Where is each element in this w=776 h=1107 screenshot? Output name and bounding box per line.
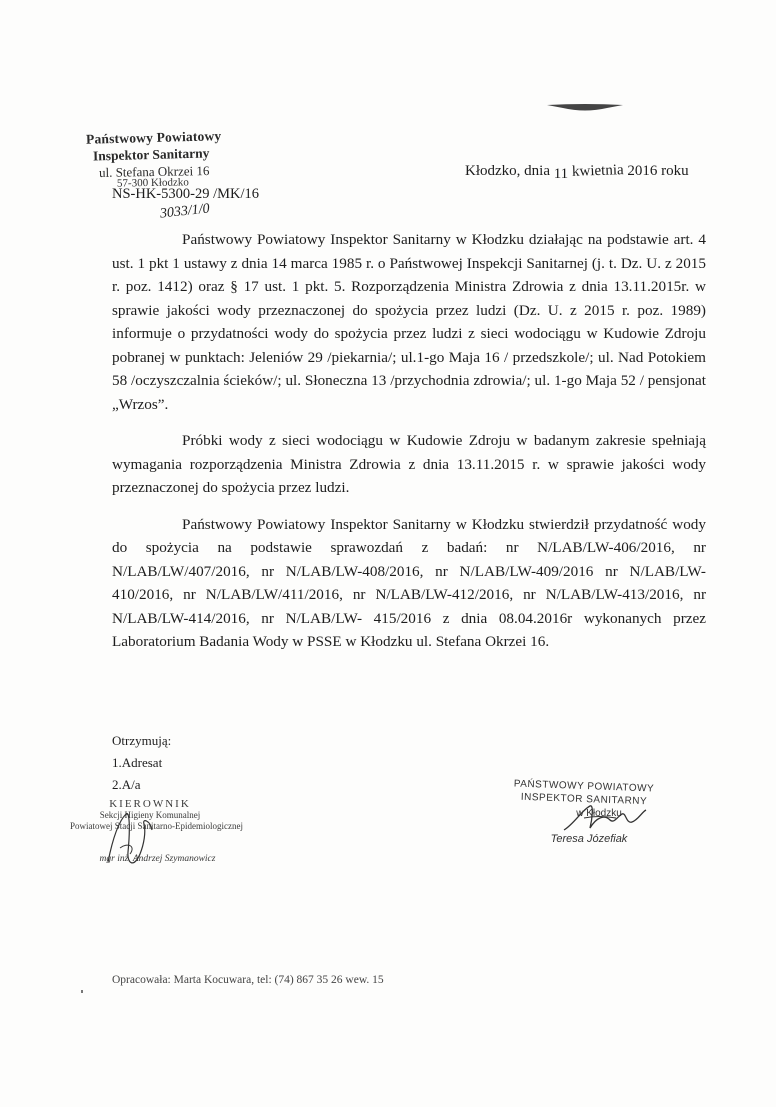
inspector-stamp-line2: INSPEKTOR SANITARNY bbox=[520, 791, 648, 808]
recipients-list bbox=[112, 730, 171, 796]
inspector-stamp-line3: w Kłodzku bbox=[576, 808, 622, 819]
date-day: 11 bbox=[553, 166, 569, 182]
inspector-stamp-name: Teresa Józefiak bbox=[550, 833, 628, 845]
date-month: kwietnia bbox=[571, 162, 624, 180]
section-head-stamp-title: KIEROWNIK bbox=[109, 798, 191, 810]
scan-artifact-mark bbox=[547, 103, 623, 113]
left-signature bbox=[100, 802, 170, 872]
scan-speck bbox=[81, 990, 83, 993]
date-prefix: Kłodzko, dnia bbox=[465, 163, 550, 179]
right-signature bbox=[560, 800, 650, 836]
recipients-heading: Otrzymują: bbox=[112, 733, 172, 748]
body-paragraph-1: Państwowy Powiatowy Inspektor Sanitarny w Kłodzku działając na podstawie art. 4 ust. 1 pkt 1 ustawy z dnia 14 marca 1985 r. o Państwowej Inspekcji Sanitarnej (j. t. Dz. U. z 2015 r. poz. 1412) oraz § 17 ust. 1 pkt. 5. Rozporządzenia Ministra Zdrowia z dnia 13.11.2015r. w sprawie jakości wody przeznaczonej do spożycia przez ludzi (Dz. U. z 2015 r. poz. 1989) informuje o przydatności wody do spożycia przez ludzi z sieci wodociągu w Kudowie Zdroju pobranej w punktach: Jeleniów 29 /piekarnia/; ul.1-go Maja 16 / przedszkole/; ul. Nad Potokiem 58 /oczyszczalnia ścieków/; ul. Słoneczna 13 /przychodnia zdrowia/; ul. 1-go Maja 52 / pensjonat „Wrzos”. bbox=[112, 231, 706, 413]
prepared-by-footer: Opracowała: Marta Kocuwara, tel: (74) 867 35 26 wew. 15 bbox=[112, 974, 384, 986]
recipient-item-1: 1.Adresat bbox=[112, 755, 163, 770]
section-head-stamp-line2: Powiatowej Stacji Sanitarno-Epidemiologicznej bbox=[70, 821, 243, 831]
section-head-stamp-line1: Sekcji Higieny Komunalnej bbox=[99, 810, 201, 820]
sender-stamp-line2: Inspektor Sanitarny bbox=[92, 145, 210, 164]
date-suffix: 2016 roku bbox=[627, 163, 689, 179]
recipient-item-2: 2.A/a bbox=[112, 777, 141, 792]
inspector-stamp-line1: PAŃSTWOWY POWIATOWY bbox=[513, 778, 655, 795]
body-paragraph-2: Próbki wody z sieci wodociągu w Kudowie Zdroju w badanym zakresie spełniają wymagania rozporządzenia Ministra Zdrowia z dnia 13.11.2015 r. w sprawie jakości wody przeznaczonej do spożycia przez ludzi. bbox=[112, 432, 706, 496]
body-paragraph-3: Państwowy Powiatowy Inspektor Sanitarny w Kłodzku stwierdził przydatność wody do spożycia na podstawie sprawozdań z badań: nr N/LAB/LW-406/2016, nr N/LAB/LW/407/2016, nr N/LAB/LW-408/2016, nr N/LAB/LW-409/2016 nr N/LAB/LW-410/2016, nr N/LAB/LW/411/2016, nr N/LAB/LW-412/2016, nr N/LAB/LW-413/2016, nr N/LAB/LW-414/2016, nr N/LAB/LW- 415/2016 z dnia 08.04.2016r wykonanych przez Laboratorium Badania Wody w PSSE w Kłodzku ul. Stefana Okrzei 16. bbox=[112, 515, 706, 650]
sender-stamp-line1: Państwowy Powiatowy bbox=[85, 128, 222, 147]
date-line bbox=[465, 163, 689, 180]
sender-stamp-line3: ul. Stefana Okrzei 16 bbox=[98, 163, 210, 180]
reference-number: NS-HK-5300-29 /MK/16 bbox=[112, 186, 260, 202]
sender-stamp-line4: 57-300 Kłodzko bbox=[116, 176, 189, 190]
letter-body bbox=[112, 228, 706, 667]
section-head-stamp-name: mgr inż. Andrzej Szymanowicz bbox=[99, 854, 216, 864]
handwritten-reference: 3033/1/0 bbox=[159, 201, 211, 222]
